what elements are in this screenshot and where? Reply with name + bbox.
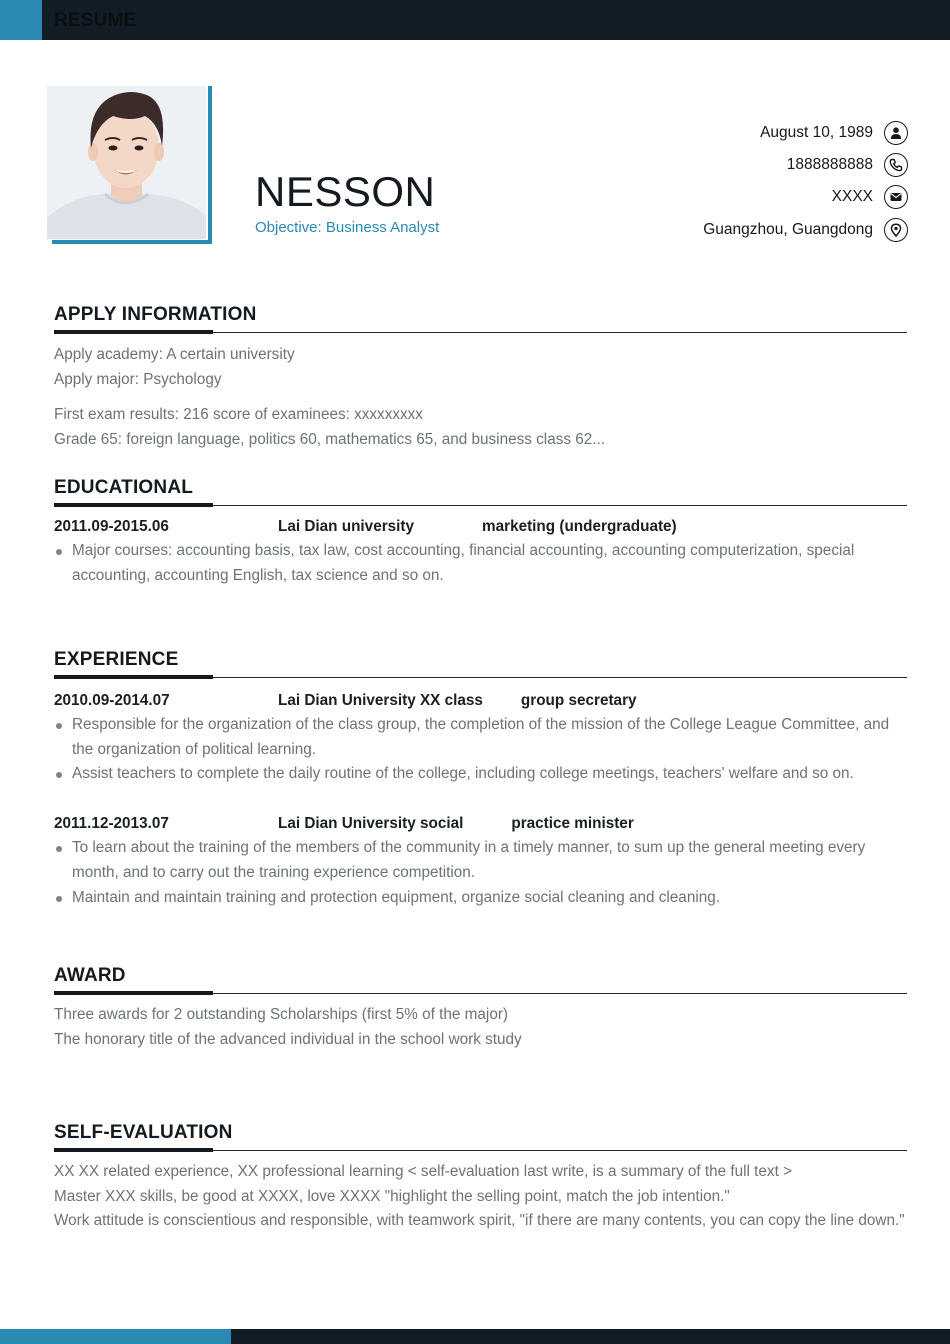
experience-role: group secretary — [520, 692, 637, 709]
phone-icon — [884, 153, 908, 177]
bottom-banner-accent — [0, 1329, 231, 1344]
section-title: APPLY INFORMATION — [54, 304, 257, 325]
section-award — [54, 965, 907, 1052]
education-school: Lai Dian university — [278, 518, 415, 535]
candidate-name: NESSON — [255, 168, 436, 215]
experience-entry-header — [54, 689, 907, 713]
experience-bullets — [54, 836, 907, 910]
contact-email-text: XXXX — [831, 188, 873, 205]
list-item: To learn about the training of the members of the community in a timely manner, to sum up the general meeting every month, and to carry out the training experience competition. — [54, 836, 907, 885]
contact-location-text: Guangzhou, Guangdong — [703, 221, 873, 238]
section-header — [54, 1122, 907, 1151]
self-evaluation-line: XX XX related experience, XX professional learning < self-evaluation last write, is a summary of the full text > — [54, 1163, 793, 1180]
education-bullets — [54, 539, 907, 588]
experience-date: 2010.09-2014.07 — [54, 692, 170, 709]
section-title: SELF-EVALUATION — [54, 1122, 233, 1143]
section-header — [54, 965, 907, 994]
contact-phone-text: 1888888888 — [786, 156, 873, 173]
section-apply-information — [54, 304, 907, 453]
experience-entry-header — [54, 812, 907, 836]
bottom-banner — [0, 1329, 950, 1344]
self-evaluation-line: Master XXX skills, be good at XXXX, love XXXX "highlight the selling point, match the job intention." — [54, 1187, 730, 1205]
section-rule-accent — [54, 675, 213, 679]
list-item: Assist teachers to complete the daily routine of the college, including college meetings, teachers' welfare and so on. — [54, 762, 907, 787]
section-self-evaluation — [54, 1122, 907, 1234]
list-item: Maintain and maintain training and protection equipment, organize social cleaning and cleaning. — [54, 886, 907, 911]
section-header — [54, 649, 907, 678]
section-rule-accent — [54, 503, 213, 507]
list-item: Major courses: accounting basis, tax law, cost accounting, financial accounting, accounting computerization, special accounting, accounting English, tax science and so on. — [54, 539, 907, 588]
experience-date: 2011.12-2013.07 — [54, 815, 169, 833]
location-pin-icon — [884, 218, 908, 242]
top-banner-accent — [0, 0, 42, 40]
section-header — [54, 477, 907, 506]
experience-bullets — [54, 713, 907, 787]
experience-role: practice minister — [511, 815, 634, 833]
section-title: AWARD — [54, 965, 126, 986]
contact-birthday-text: August 10, 1989 — [760, 124, 873, 141]
education-major: marketing (undergraduate) — [482, 518, 677, 535]
education-entry-header — [54, 515, 907, 539]
list-item: Responsible for the organization of the class group, the completion of the mission of the College League Committee, and the organization of political learning. — [54, 713, 907, 762]
award-item: Three awards for 2 outstanding Scholarships (first 5% of the major) — [54, 1006, 509, 1023]
section-header — [54, 304, 907, 333]
first-exam-results: First exam results: 216 score of examinees: xxxxxxxxx — [54, 406, 423, 424]
section-rule-accent — [54, 991, 213, 995]
grade-details: Grade 65: foreign language, politics 60, mathematics 65, and business class 62... — [54, 431, 606, 449]
objective-text: Objective: Business Analyst — [255, 219, 440, 236]
user-icon — [884, 121, 908, 145]
self-evaluation-line: Work attitude is conscientious and responsible, with teamwork spirit, "if there are many contents, you can copy the line down." — [54, 1212, 905, 1230]
resume-label: RESUME — [54, 10, 137, 31]
section-rule-accent — [54, 330, 213, 334]
top-banner — [0, 0, 950, 40]
section-educational — [54, 477, 907, 588]
section-title: EXPERIENCE — [54, 649, 179, 670]
experience-org: Lai Dian University social — [278, 815, 464, 833]
contact-email — [588, 184, 908, 210]
section-rule-accent — [54, 1148, 213, 1152]
portrait-illustration — [47, 86, 206, 239]
section-experience — [54, 649, 907, 910]
award-item: The honorary title of the advanced individual in the school work study — [54, 1030, 522, 1048]
contact-location — [588, 217, 908, 243]
contact-phone — [588, 152, 908, 178]
section-title: EDUCATIONAL — [54, 477, 194, 498]
apply-academy: Apply academy: A certain university — [54, 346, 295, 363]
contact-birthday — [588, 120, 908, 146]
mail-icon — [884, 185, 908, 209]
profile-photo — [47, 86, 206, 239]
education-date: 2011.09-2015.06 — [54, 518, 169, 535]
apply-major: Apply major: Psychology — [54, 370, 222, 388]
experience-org: Lai Dian University XX class — [278, 692, 483, 709]
